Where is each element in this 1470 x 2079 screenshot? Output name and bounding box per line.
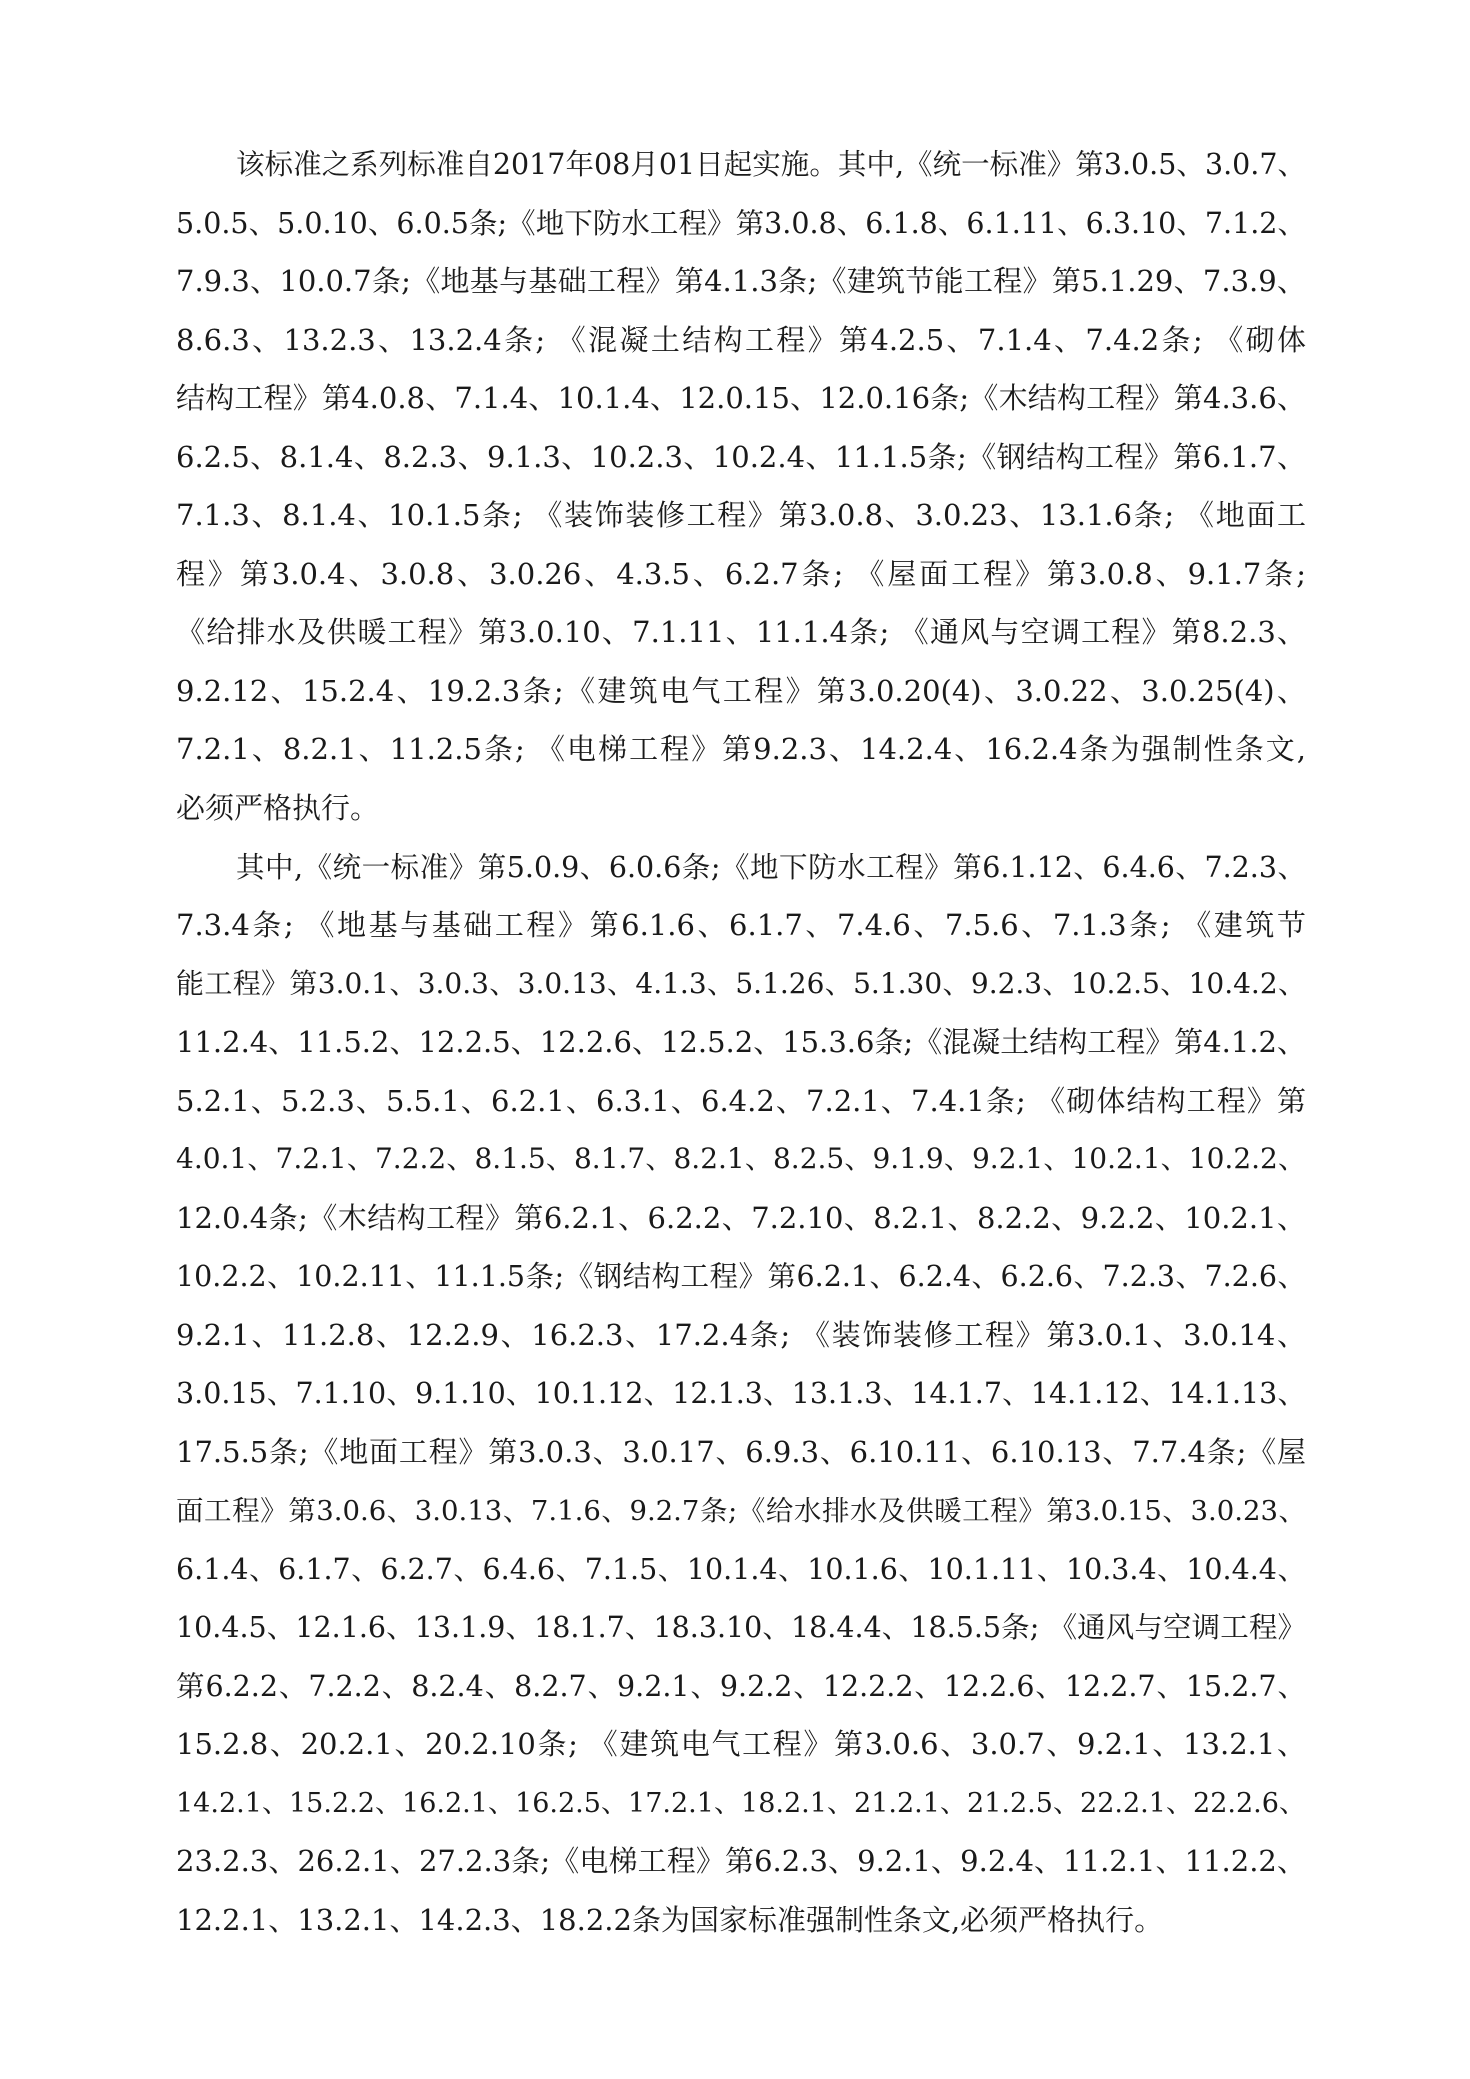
text-line: 5.0.5、5.0.10、6.0.5条;《地下防水工程》第3.0.8、6.1.8、6.1.11、6.3.10、7.1.2、: [176, 207, 1306, 240]
text-line: 7.9.3、10.0.7条;《地基与基础工程》第4.1.3条;《建筑节能工程》第5.1.29、7.3.9、: [176, 264, 1306, 298]
text-line: 6.2.5、8.1.4、8.2.3、9.1.3、10.2.3、10.2.4、11.1.5条;《钢结构工程》第6.1.7、: [176, 440, 1306, 474]
text-line: 10.2.2、10.2.11、11.1.5条;《钢结构工程》第6.2.1、6.2.4、6.2.6、7.2.3、7.2.6、: [176, 1260, 1306, 1293]
text-line: 其中,《统一标准》第5.0.9、6.0.6条;《地下防水工程》第6.1.12、6.4.6、7.2.3、: [236, 851, 1306, 884]
text-line: 4.0.1、7.2.1、7.2.2、8.1.5、8.1.7、8.2.1、8.2.5、9.1.9、9.2.1、10.2.1、10.2.2、: [176, 1142, 1306, 1175]
text-line: 15.2.8、20.2.1、20.2.10条; 《建筑电气工程》第3.0.6、3.0.7、9.2.1、13.2.1、: [176, 1727, 1306, 1761]
text-line: 能工程》第3.0.1、3.0.3、3.0.13、4.1.3、5.1.26、5.1.30、9.2.3、10.2.5、10.4.2、: [176, 967, 1306, 1000]
text-line: 11.2.4、11.5.2、12.2.5、12.2.6、12.5.2、15.3.6条;《混凝土结构工程》第4.1.2、: [176, 1025, 1306, 1059]
text-line: 该标准之系列标准自2017年08月01日起实施。其中,《统一标准》第3.0.5、3.0.7、: [236, 148, 1306, 181]
text-line: 7.3.4条; 《地基与基础工程》第6.1.6、6.1.7、7.4.6、7.5.6、7.1.3条; 《建筑节: [176, 908, 1306, 942]
text-line: 9.2.12、15.2.4、19.2.3条;《建筑电气工程》第3.0.20(4)、3.0.22、3.0.25(4)、: [176, 674, 1306, 708]
text-line: 7.2.1、8.2.1、11.2.5条; 《电梯工程》第9.2.3、14.2.4、16.2.4条为强制性条文,: [176, 732, 1306, 766]
text-line: 必须严格执行。: [176, 791, 380, 825]
text-line: 5.2.1、5.2.3、5.5.1、6.2.1、6.3.1、6.4.2、7.2.1、7.4.1条; 《砌体结构工程》第: [176, 1084, 1306, 1118]
text-line: 3.0.15、7.1.10、9.1.10、10.1.12、12.1.3、13.1.3、14.1.7、14.1.12、14.1.13、: [176, 1377, 1306, 1410]
text-line: 面工程》第3.0.6、3.0.13、7.1.6、9.2.7条;《给水排水及供暖工程》第3.0.15、3.0.23、: [176, 1495, 1306, 1527]
text-line: 程》第3.0.4、3.0.8、3.0.26、4.3.5、6.2.7条; 《屋面工程》第3.0.8、9.1.7条;: [176, 557, 1306, 591]
text-line: 12.2.1、13.2.1、14.2.3、18.2.2条为国家标准强制性条文,必须严格执行。: [176, 1903, 1164, 1937]
text-line: 12.0.4条;《木结构工程》第6.2.1、6.2.2、7.2.10、8.2.1、8.2.2、9.2.2、10.2.1、: [176, 1201, 1306, 1235]
text-line: 9.2.1、11.2.8、12.2.9、16.2.3、17.2.4条; 《装饰装修工程》第3.0.1、3.0.14、: [176, 1318, 1306, 1352]
text-line: 第6.2.2、7.2.2、8.2.4、8.2.7、9.2.1、9.2.2、12.2.2、12.2.6、12.2.7、15.2.7、: [176, 1670, 1306, 1703]
text-line: 6.1.4、6.1.7、6.2.7、6.4.6、7.1.5、10.1.4、10.1.6、10.1.11、10.3.4、10.4.4、: [176, 1553, 1306, 1586]
text-line: 结构工程》第4.0.8、7.1.4、10.1.4、12.0.15、12.0.16条;《木结构工程》第4.3.6、: [176, 381, 1306, 415]
text-line: 10.4.5、12.1.6、13.1.9、18.1.7、18.3.10、18.4.4、18.5.5条; 《通风与空调工程》: [176, 1611, 1306, 1644]
text-line: 23.2.3、26.2.1、27.2.3条;《电梯工程》第6.2.3、9.2.1、9.2.4、11.2.1、11.2.2、: [176, 1844, 1306, 1878]
text-line: 《给排水及供暖工程》第3.0.10、7.1.11、11.1.4条; 《通风与空调工程》第8.2.3、: [176, 615, 1306, 649]
text-line: 8.6.3、13.2.3、13.2.4条; 《混凝土结构工程》第4.2.5、7.1.4、7.4.2条; 《砌体: [176, 323, 1306, 357]
text-line: 14.2.1、15.2.2、16.2.1、16.2.5、17.2.1、18.2.1、21.2.1、21.2.5、22.2.1、22.2.6、: [176, 1788, 1306, 1819]
text-line: 17.5.5条;《地面工程》第3.0.3、3.0.17、6.9.3、6.10.11、6.10.13、7.7.4条;《屋: [176, 1435, 1306, 1469]
text-line: 7.1.3、8.1.4、10.1.5条; 《装饰装修工程》第3.0.8、3.0.23、13.1.6条; 《地面工: [176, 498, 1306, 532]
